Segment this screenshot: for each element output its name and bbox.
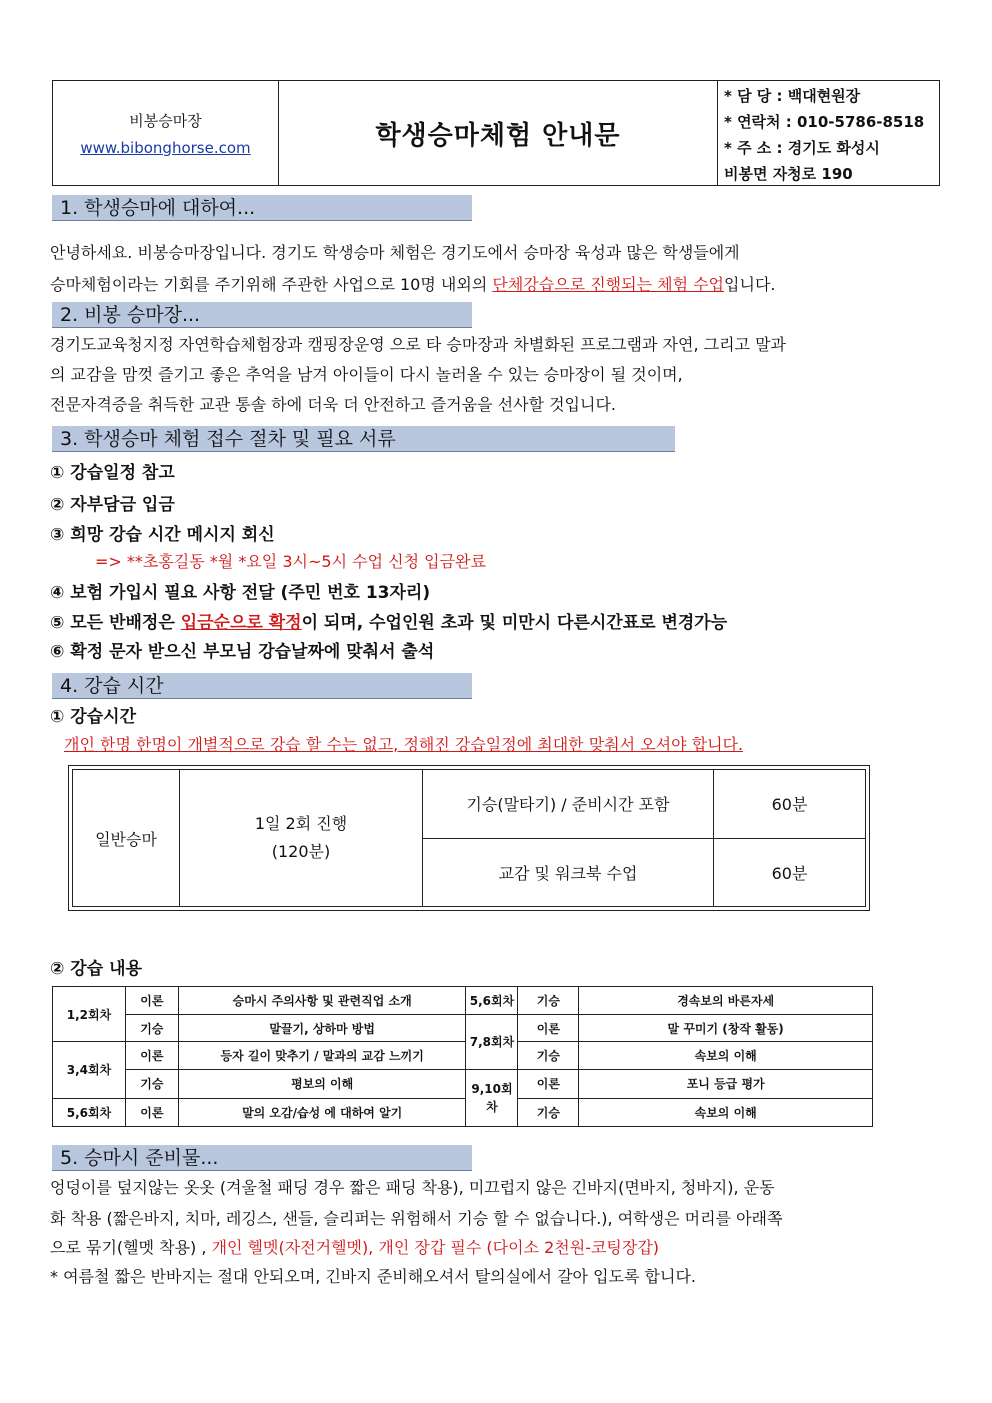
content-subheading: ② 강습 내용	[50, 959, 142, 979]
sec5-line-3: 으로 묶기(헬멧 착용) , 개인 헬멧(자전거헬멧), 개인 장갑 필수 (다이소 2천원-코팅장갑)	[50, 1238, 660, 1257]
step-5-highlight: 입금순으로 확정	[180, 613, 302, 633]
table-cell: 이론	[125, 1098, 178, 1126]
section-5-heading: 5. 승마시 준비물...	[52, 1145, 472, 1171]
contact-phone: * 연락처 : 010-5786-8518	[724, 113, 925, 131]
sec2-line-2: 의 교감을 맘껏 즐기고 좋은 추억을 남겨 아이들이 다시 놀러올 수 있는 승마장이 될 것이며,	[50, 365, 683, 384]
website-link[interactable]: www.bibonghorse.com	[80, 138, 251, 157]
table-cell: 말끌기, 상하마 방법	[178, 1014, 466, 1042]
sec1-line-2: 승마체험이라는 기회를 주기위해 주관한 사업으로 10명 내외의 단체강습으로 진행되는 체험 수업입니다.	[50, 275, 776, 294]
step-2: ② 자부담금 입금	[50, 495, 175, 515]
sec1-highlight: 단체강습으로 진행되는 체험 수업	[492, 275, 725, 294]
table-cell: 속보의 이해	[579, 1042, 873, 1070]
session-5-6-right: 5,6회차	[466, 987, 518, 1015]
sec5-line-2: 화 착용 (짧은바지, 치마, 레깅스, 샌들, 슬리퍼는 위험해서 기승 할 수 없습니다.), 여학생은 머리를 아래쪽	[50, 1209, 783, 1228]
step-3: ③ 희망 강습 시간 메시지 회신	[50, 525, 275, 545]
sec5-line-4: * 여름철 짧은 반바지는 절대 안되오며, 긴바지 준비해오셔서 탈의실에서 갈아 입도록 합니다.	[50, 1267, 696, 1286]
sec2-line-1: 경기도교육청지정 자연학습체험장과 캠핑장운영 으로 타 승마장과 차별화된 프로그램과 자연, 그리고 말과	[50, 335, 787, 354]
document-title: 학생승마체험 안내문	[279, 81, 718, 185]
session-7-8: 7,8회차	[466, 1014, 518, 1069]
table-cell: 기승	[125, 1014, 178, 1042]
schedule-item-2: 교감 및 워크북 수업	[423, 838, 714, 907]
table-cell: 기승	[518, 987, 579, 1015]
step-6: ⑥ 확정 문자 받으신 부모님 강습날짜에 맞춰서 출석	[50, 642, 435, 662]
schedule-duration-2: 60분	[714, 838, 866, 907]
table-cell: 포니 등급 평가	[579, 1070, 873, 1098]
schedule-subheading: ① 강습시간	[50, 707, 136, 727]
section-1-heading: 1. 학생승마에 대하여...	[52, 195, 472, 221]
session-3-4: 3,4회차	[53, 1042, 126, 1098]
table-cell: 기승	[518, 1098, 579, 1126]
table-cell: 이론	[518, 1070, 579, 1098]
contact-info	[718, 81, 939, 185]
step-4: ④ 보험 가입시 필요 사항 전달 (주민 번호 13자리)	[50, 583, 431, 603]
table-cell: 승마시 주의사항 및 관련직업 소개	[178, 987, 466, 1015]
table-cell: 이론	[125, 1042, 178, 1070]
schedule-table-frame	[68, 765, 870, 911]
session-1-2: 1,2회차	[53, 987, 126, 1042]
sec1-line-1: 안녕하세요. 비봉승마장입니다. 경기도 학생승마 체험은 경기도에서 승마장 육성과 많은 학생들에게	[50, 243, 740, 262]
org-name: 비봉승마장	[129, 111, 202, 130]
table-cell: 경속보의 바른자세	[579, 987, 873, 1015]
session-5-6: 5,6회차	[53, 1098, 126, 1126]
table-cell: 이론	[125, 987, 178, 1015]
schedule-notice: 개인 한명 한명이 개별적으로 강습 할 수는 없고, 정해진 강습일정에 최대한 맞춰서 오셔야 합니다.	[64, 735, 744, 754]
schedule-duration-1: 60분	[714, 770, 866, 839]
step-3-example: => **초홍길동 *월 *요일 3시~5시 수업 신청 입금완료	[95, 552, 486, 571]
contact-address-2: 비봉면 자청로 190	[724, 165, 853, 183]
step-1: ① 강습일정 참고	[50, 463, 175, 483]
table-cell: 말의 오감/습성 에 대하여 알기	[178, 1098, 466, 1126]
table-cell: 속보의 이해	[579, 1098, 873, 1126]
table-cell: 기승	[125, 1070, 178, 1098]
table-cell: 이론	[518, 1014, 579, 1042]
sec5-line-1: 엉덩이를 덮지않는 옷옷 (겨울철 패딩 경우 짧은 패딩 착용), 미끄럽지 않은 긴바지(면바지, 청바지), 운동	[50, 1178, 775, 1197]
contact-address: * 주 소 : 경기도 화성시	[724, 139, 880, 157]
header-org-cell	[53, 81, 279, 185]
session-9-10: 9,10회 차	[466, 1070, 518, 1127]
table-cell: 기승	[518, 1042, 579, 1070]
content-table	[52, 986, 873, 1127]
section-2-heading: 2. 비봉 승마장...	[52, 302, 472, 328]
sec5-required-items: 개인 헬멧(자전거헬멧), 개인 장갑 필수 (다이소 2천원-코팅장갑)	[211, 1238, 660, 1257]
step-5: ⑤ 모든 반배정은 입금순으로 확정이 되며, 수업인원 초과 및 미만시 다른시간표로 변경가능	[50, 613, 728, 633]
schedule-table	[72, 769, 866, 907]
contact-manager: * 담 당 : 백대현원장	[724, 87, 861, 105]
schedule-category: 일반승마	[73, 770, 180, 907]
table-cell: 등자 길이 맞추기 / 말과의 교감 느끼기	[178, 1042, 466, 1070]
schedule-session: 1일 2회 진행 (120분)	[180, 770, 423, 907]
section-3-heading: 3. 학생승마 체험 접수 절차 및 필요 서류	[52, 426, 675, 452]
section-4-heading: 4. 강습 시간	[52, 673, 472, 699]
sec2-line-3: 전문자격증을 취득한 교관 통솔 하에 더욱 더 안전하고 즐거움을 선사할 것입니다.	[50, 395, 616, 414]
schedule-item-1: 기승(말타기) / 준비시간 포함	[423, 770, 714, 839]
table-cell: 평보의 이해	[178, 1070, 466, 1098]
table-cell: 말 꾸미기 (창작 활동)	[579, 1014, 873, 1042]
header-box	[52, 80, 940, 186]
